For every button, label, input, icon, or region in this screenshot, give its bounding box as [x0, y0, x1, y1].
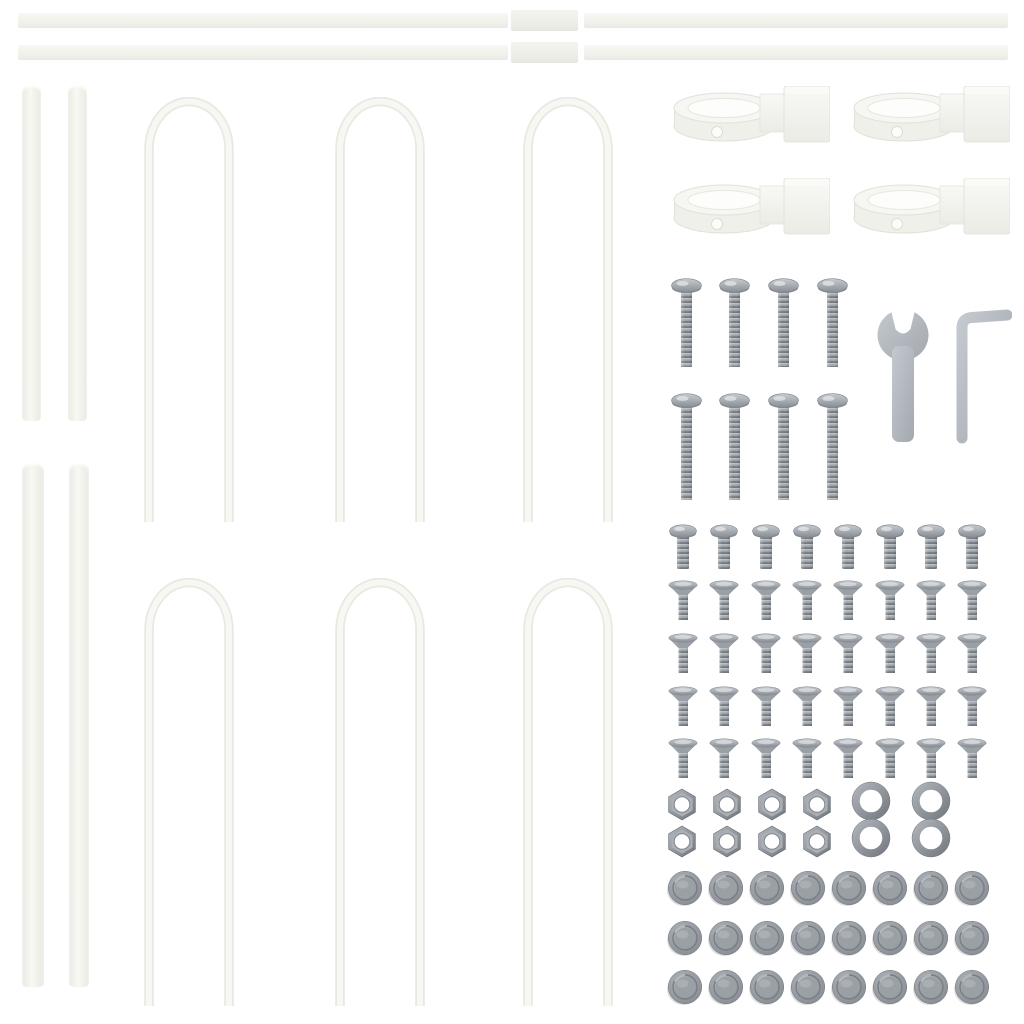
long-bolt [719, 393, 750, 502]
countersunk-screw [668, 633, 698, 676]
end-cap [953, 869, 991, 909]
end-cap [953, 968, 991, 1008]
countersunk-screw [709, 686, 739, 729]
countersunk-screw [875, 738, 905, 781]
end-cap [830, 869, 868, 909]
countersunk-screw [875, 633, 905, 676]
countersunk-screw [792, 633, 822, 676]
long-bolt [817, 393, 848, 502]
rail-bar [584, 45, 1008, 60]
washer [909, 781, 953, 823]
long-bolt [817, 278, 848, 369]
rail-connector-sleeve [511, 10, 578, 31]
vertical-tube-short [22, 85, 41, 421]
hex-nut [665, 825, 699, 858]
countersunk-screw [792, 686, 822, 729]
end-cap [666, 919, 704, 959]
countersunk-screw [957, 580, 987, 623]
short-bolt [710, 524, 738, 571]
short-bolt [793, 524, 821, 571]
countersunk-screw [916, 633, 946, 676]
short-bolt [958, 524, 986, 571]
countersunk-screw [875, 686, 905, 729]
countersunk-screw [916, 686, 946, 729]
vertical-tube-long [22, 463, 44, 987]
pole-clamp [672, 178, 830, 240]
rail-bar [584, 13, 1008, 28]
countersunk-screw [668, 686, 698, 729]
end-cap [871, 869, 909, 909]
pole-clamp [852, 86, 1010, 148]
short-bolt [917, 524, 945, 571]
end-cap [871, 968, 909, 1008]
long-bolt [671, 278, 702, 369]
end-cap [912, 919, 950, 959]
vertical-tube-short [68, 85, 87, 421]
countersunk-screw [751, 686, 781, 729]
countersunk-screw [875, 580, 905, 623]
long-bolt [768, 393, 799, 502]
open-end-wrench [876, 306, 932, 446]
hex-nut [710, 788, 744, 821]
short-bolt [752, 524, 780, 571]
end-cap [748, 968, 786, 1008]
countersunk-screw [792, 580, 822, 623]
end-cap [953, 919, 991, 959]
short-bolt [834, 524, 862, 571]
end-cap [789, 869, 827, 909]
end-cap [830, 968, 868, 1008]
countersunk-screw [709, 580, 739, 623]
washer [849, 781, 893, 823]
u-hoop [140, 97, 238, 522]
rail-bar [18, 45, 508, 60]
countersunk-screw [833, 633, 863, 676]
countersunk-screw [916, 580, 946, 623]
hex-nut [755, 788, 789, 821]
end-cap [871, 919, 909, 959]
countersunk-screw [833, 686, 863, 729]
hex-nut [710, 825, 744, 858]
end-cap [707, 919, 745, 959]
countersunk-screw [957, 738, 987, 781]
countersunk-screw [957, 633, 987, 676]
u-hoop [519, 97, 617, 522]
countersunk-screw [751, 633, 781, 676]
long-bolt [768, 278, 799, 369]
u-hoop [519, 578, 617, 1006]
hex-nut [800, 825, 834, 858]
end-cap [666, 869, 704, 909]
washer [909, 818, 953, 860]
countersunk-screw [709, 633, 739, 676]
end-cap [707, 968, 745, 1008]
countersunk-screw [709, 738, 739, 781]
rail-bar [18, 13, 508, 28]
end-cap [789, 919, 827, 959]
u-hoop [331, 578, 429, 1006]
countersunk-screw [792, 738, 822, 781]
hex-nut [800, 788, 834, 821]
pole-clamp [852, 178, 1010, 240]
hex-nut [755, 825, 789, 858]
vertical-tube-long [69, 463, 89, 987]
countersunk-screw [916, 738, 946, 781]
end-cap [830, 919, 868, 959]
countersunk-screw [957, 686, 987, 729]
end-cap [748, 919, 786, 959]
countersunk-screw [833, 580, 863, 623]
u-hoop [140, 578, 238, 1006]
pole-clamp [672, 86, 830, 148]
end-cap [789, 968, 827, 1008]
u-hoop [331, 97, 429, 522]
end-cap [912, 869, 950, 909]
end-cap [707, 869, 745, 909]
countersunk-screw [668, 580, 698, 623]
end-cap [748, 869, 786, 909]
countersunk-screw [751, 738, 781, 781]
countersunk-screw [668, 738, 698, 781]
short-bolt [669, 524, 697, 571]
long-bolt [719, 278, 750, 369]
allen-key [948, 306, 1012, 444]
countersunk-screw [833, 738, 863, 781]
rail-connector-sleeve [511, 42, 578, 63]
end-cap [666, 968, 704, 1008]
long-bolt [671, 393, 702, 502]
hex-nut [665, 788, 699, 821]
short-bolt [876, 524, 904, 571]
countersunk-screw [751, 580, 781, 623]
end-cap [912, 968, 950, 1008]
washer [849, 818, 893, 860]
